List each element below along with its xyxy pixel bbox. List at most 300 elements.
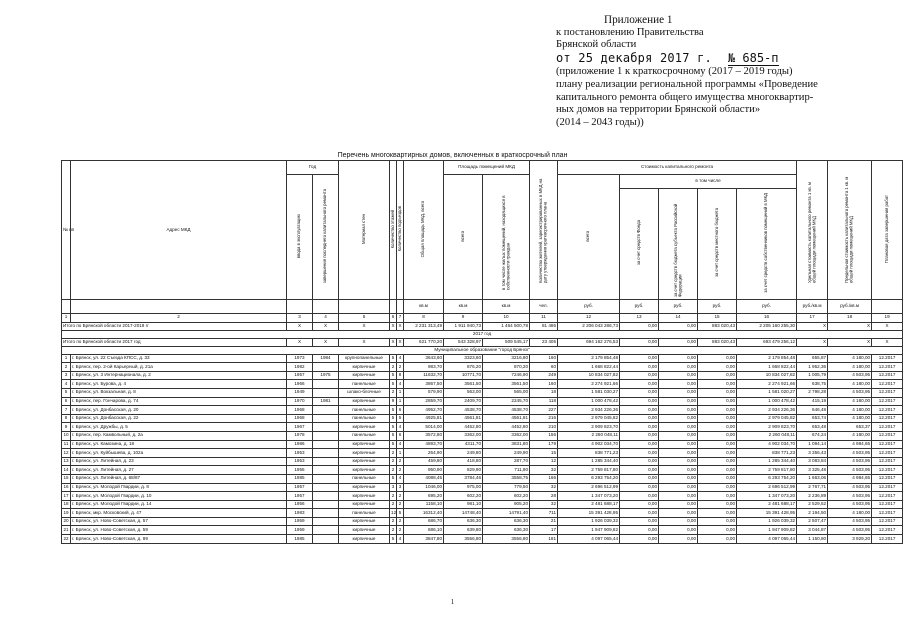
cell-address: г. Брянск, ул. Литейная, д. 23 [71, 457, 287, 466]
cell-entrances: 5 [397, 509, 404, 518]
unit-entrances [397, 299, 404, 313]
cell-total-area: 5014,00 [404, 423, 444, 432]
cell-premises-total: 975,00 [444, 483, 483, 492]
cell-entrances: 2 [397, 457, 404, 466]
cell-entrances: 4 [397, 380, 404, 389]
total-all-total-area: 2 231 313,49 [404, 322, 444, 330]
col-number-cost-local: 15 [698, 313, 737, 322]
cell-floors: 2 [390, 457, 397, 466]
cell-address: г. Брянск, ул. Литейная, д. 68/87 [71, 474, 287, 483]
cell-max-cost: 4 503,95 [828, 466, 872, 475]
unit-cost-total: руб. [558, 299, 620, 313]
col-residents-header: Количество жителей, зарегистрированных в МКД на дату утверждения краткосрочного плана [530, 161, 558, 300]
col-walls-header: Материал стен [339, 161, 390, 300]
cell-cost-total: 2 759 817,80 [558, 466, 620, 475]
cell-max-cost: 4 180,00 [828, 509, 872, 518]
cell-cost-owners: 2 696 512,99 [737, 483, 797, 492]
total-all-year-built: X [287, 322, 313, 330]
cell-premises-total: 14748,40 [444, 509, 483, 518]
total-all-max-cost: X [828, 322, 872, 330]
cell-cost-fund: 0,00 [620, 363, 659, 372]
cell-cost-total: 2 979 045,82 [558, 414, 620, 423]
cell-year-repair [313, 449, 339, 458]
cell-walls: панельные [339, 380, 390, 389]
cell-year-repair [313, 363, 339, 372]
table-row [62, 500, 903, 509]
column-numbers-row [62, 313, 903, 322]
cell-total-area: 3643,60 [404, 354, 444, 363]
cell-address: г. Брянск, ул. Камозина, д. 18 [71, 440, 287, 449]
cell-cost-owners: 2 759 817,80 [737, 466, 797, 475]
cell-residents: 711 [530, 509, 558, 518]
cell-year-built: 1966 [287, 380, 313, 389]
cell-walls: кирпичные [339, 457, 390, 466]
cell-address: г. Брянск, ул. Ново-Советская, д. 89 [71, 535, 287, 544]
cell-year-built: 1968 [287, 414, 313, 423]
cell-year-repair: 1984 [313, 354, 339, 363]
cell-num: 15 [62, 474, 71, 483]
table-row [62, 474, 903, 483]
unit-completion [872, 299, 903, 313]
cell-floors: 5 [390, 431, 397, 440]
cell-entrances: 1 [397, 388, 404, 397]
total-all-residents: 81 486 [530, 322, 558, 330]
total-2017-floors: X [390, 338, 397, 346]
page-number: 1 [450, 598, 455, 606]
col-premises-group-header: Площадь помещений МКД [444, 161, 530, 175]
cell-year-repair [313, 406, 339, 415]
total-2017-cost-local: 883 020,43 [698, 338, 737, 346]
cell-premises-total: 829,90 [444, 466, 483, 475]
cell-total-area: 4952,70 [404, 406, 444, 415]
cell-unit-cost: 653,74 [797, 414, 828, 423]
cell-premises-owned: 565,00 [483, 388, 530, 397]
cell-cost-local: 0,00 [698, 474, 737, 483]
cell-num: 3 [62, 371, 71, 380]
cell-cost-fund: 0,00 [620, 492, 659, 501]
cell-max-cost: 4 180,00 [828, 414, 872, 423]
col-premises-total-header: всего [444, 175, 483, 300]
cell-premises-total: 563,00 [444, 388, 483, 397]
col-number-max-cost: 18 [828, 313, 872, 322]
cell-num: 14 [62, 466, 71, 475]
cell-walls: кирпичные [339, 449, 390, 458]
cell-unit-cost: 674,24 [797, 431, 828, 440]
col-address-header: Адрес МКД [71, 161, 287, 300]
year-section-label: 2017 год [62, 330, 903, 338]
cell-walls: панельные [339, 414, 390, 423]
cell-cost-owners: 1 347 073,20 [737, 492, 797, 501]
cell-premises-total: 418,80 [444, 457, 483, 466]
col-number-cost-total: 12 [558, 313, 620, 322]
table-row [62, 431, 903, 440]
cell-unit-cost: 646,48 [797, 406, 828, 415]
cell-cost-local: 0,00 [698, 363, 737, 372]
cell-walls: кирпичные [339, 517, 390, 526]
col-number-residents: 11 [530, 313, 558, 322]
cell-cost-regional: 0,00 [659, 483, 698, 492]
cell-walls: кирпичные [339, 526, 390, 535]
cell-address: г. Брянск, пер. 2-ой Карьерный, д. 21а [71, 363, 287, 372]
cell-cost-owners: 1 947 909,82 [737, 526, 797, 535]
cell-entrances: 2 [397, 526, 404, 535]
col-cost-group-header: Стоимость капитального ремонта [558, 161, 797, 175]
cell-cost-fund: 0,00 [620, 500, 659, 509]
cell-floors: 5 [390, 440, 397, 449]
cell-year-built: 1985 [287, 474, 313, 483]
col-number-completion: 19 [872, 313, 903, 322]
total-all-cost-regional: 0,00 [659, 322, 698, 330]
col-cost-fund-header: за счет средств Фонда [620, 189, 659, 300]
cell-cost-regional: 0,00 [659, 397, 698, 406]
cell-floors: 2 [390, 466, 397, 475]
cell-floors: 2 [390, 500, 397, 509]
cell-premises-owned: 4561,81 [483, 414, 530, 423]
cell-premises-total: 3784,46 [444, 474, 483, 483]
cell-year-built: 1986 [287, 440, 313, 449]
col-number-year-repair: 4 [313, 313, 339, 322]
col-year-repair-header: завершения последнего капитального ремонта [313, 175, 339, 300]
cell-cost-total: 2 274 921,66 [558, 380, 620, 389]
cell-num: 6 [62, 397, 71, 406]
col-number-cost-regional: 14 [659, 313, 698, 322]
houses-table [61, 160, 903, 544]
cell-total-area: 459,80 [404, 457, 444, 466]
cell-max-cost: 4 503,95 [828, 526, 872, 535]
total-all-year-repair: X [313, 322, 339, 330]
cell-max-cost: 4 180,00 [828, 363, 872, 372]
cell-address: г. Брянск, ул. Ново-Советская, д. 57 [71, 517, 287, 526]
cell-address: г. Брянск, ул. Молодой Гвардии, д. 10 [71, 492, 287, 501]
unit-cost-local: руб. [698, 299, 737, 313]
cell-cost-local: 0,00 [698, 414, 737, 423]
unit-residents: чел. [530, 299, 558, 313]
cell-num: 10 [62, 431, 71, 440]
cell-cost-fund: 0,00 [620, 474, 659, 483]
cell-max-cost: 4 503,95 [828, 449, 872, 458]
cell-cost-regional: 0,00 [659, 457, 698, 466]
cell-year-built: 1959 [287, 526, 313, 535]
cell-total-area: 3847,80 [404, 535, 444, 544]
total-2017-cost-total: 694 162 276,53 [558, 338, 620, 346]
col-entrances-header: Количество подъездов [397, 161, 404, 300]
cell-total-area: 3572,80 [404, 431, 444, 440]
cell-max-cost: 4 180,00 [828, 431, 872, 440]
total-all-label: Итого по Брянской области 2017-2019 гг [62, 322, 287, 330]
cell-entrances: 4 [397, 535, 404, 544]
cell-address: г. Брянск, ул. Донбасская, д. 20 [71, 406, 287, 415]
cell-cost-fund: 0,00 [620, 440, 659, 449]
unit-num [62, 299, 71, 313]
cell-walls: панельные [339, 431, 390, 440]
cell-year-built: 1970 [287, 397, 313, 406]
cell-cost-fund: 0,00 [620, 388, 659, 397]
cell-year-built: 1956 [287, 500, 313, 509]
cell-cost-fund: 0,00 [620, 371, 659, 380]
cell-entrances: 5 [397, 414, 404, 423]
cell-cost-fund: 0,00 [620, 431, 659, 440]
cell-max-cost: 4 503,95 [828, 483, 872, 492]
cell-year-built: 1957 [287, 483, 313, 492]
cell-cost-owners: 1 926 039,32 [737, 517, 797, 526]
cell-total-area: 4925,81 [404, 414, 444, 423]
total-2017-residents: 23 405 [530, 338, 558, 346]
cell-year-built: 1953 [287, 449, 313, 458]
cell-premises-owned: 636,30 [483, 526, 530, 535]
col-completion-header: Плановая дата завершения работ [872, 161, 903, 300]
cell-premises-total: 602,20 [444, 492, 483, 501]
cell-walls: панельные [339, 406, 390, 415]
cell-cost-fund: 0,00 [620, 354, 659, 363]
total-all-walls: X [339, 322, 390, 330]
cell-premises-owned: 4538,70 [483, 406, 530, 415]
cell-year-repair [313, 492, 339, 501]
cell-residents: 32 [530, 466, 558, 475]
cell-total-area: 579,90 [404, 388, 444, 397]
cell-cost-owners: 10 834 027,82 [737, 371, 797, 380]
cell-max-cost: 4 503,95 [828, 517, 872, 526]
cell-cost-local: 0,00 [698, 449, 737, 458]
cell-unit-cost: 1 952,36 [797, 363, 828, 372]
decree-date: от 25 декабря 2017 г. [556, 50, 712, 65]
cell-floors: 2 [390, 526, 397, 535]
cell-floors: 2 [390, 449, 397, 458]
unit-floors [390, 299, 397, 313]
table-body [62, 322, 903, 543]
col-cost-owners-header: за счет средств собственников помещений в МКД [737, 189, 797, 300]
col-number-address: 2 [71, 313, 287, 322]
cell-premises-total: 3556,80 [444, 535, 483, 544]
cell-unit-cost: 1 663,06 [797, 474, 828, 483]
cell-cost-regional: 0,00 [659, 449, 698, 458]
cell-year-built: 1955 [287, 466, 313, 475]
cell-floors: 5 [390, 371, 397, 380]
unit-cost-owners: руб. [737, 299, 797, 313]
cell-cost-local: 0,00 [698, 509, 737, 518]
header-line-1: к постановлению Правительства [556, 26, 704, 38]
cell-completion: 12.2017 [872, 371, 903, 380]
cell-cost-regional: 0,00 [659, 431, 698, 440]
cell-premises-owned: 779,50 [483, 483, 530, 492]
cell-unit-cost: 2 767,71 [797, 483, 828, 492]
table-row [62, 457, 903, 466]
cell-cost-fund: 0,00 [620, 535, 659, 544]
cell-unit-cost: 3 083,84 [797, 457, 828, 466]
cell-num: 16 [62, 483, 71, 492]
cell-premises-owned: 14791,40 [483, 509, 530, 518]
unit-cost-fund: руб. [620, 299, 659, 313]
cell-cost-total: 4 097 065,44 [558, 535, 620, 544]
cell-cost-local: 0,00 [698, 526, 737, 535]
cell-unit-cost: 2 529,52 [797, 500, 828, 509]
cell-total-area: 1158,10 [404, 500, 444, 509]
cell-num: 5 [62, 388, 71, 397]
cell-entrances: 8 [397, 371, 404, 380]
col-number-floors: 6 [390, 313, 397, 322]
total-all-premises-owned: 1 464 500,78 [483, 322, 530, 330]
cell-year-built: 1982 [287, 363, 313, 372]
annex-line-1: (приложение 1 к краткосрочному (2017 – 2019 годы) [556, 66, 793, 78]
cell-unit-cost: 415,19 [797, 397, 828, 406]
cell-address: г. Брянск, ул. Литейная, д. 27 [71, 466, 287, 475]
cell-completion: 12.2017 [872, 509, 903, 518]
cell-premises-owned: 3558,75 [483, 474, 530, 483]
total-all-cost-owners: 2 205 160 255,30 [737, 322, 797, 330]
total-2017-unit-cost: X [797, 338, 828, 346]
cell-year-repair [313, 431, 339, 440]
cell-premises-total: 10771,70 [444, 371, 483, 380]
cell-year-built: 1953 [287, 457, 313, 466]
cell-cost-total: 4 902 034,70 [558, 440, 620, 449]
cell-cost-fund: 0,00 [620, 406, 659, 415]
cell-cost-total: 2 481 688,17 [558, 500, 620, 509]
cell-cost-owners: 4 097 065,44 [737, 535, 797, 544]
table-row [62, 388, 903, 397]
document-header [556, 14, 901, 129]
cell-cost-regional: 0,00 [659, 406, 698, 415]
table-row [62, 371, 903, 380]
cell-cost-owners: 838 771,23 [737, 449, 797, 458]
cell-walls: панельные [339, 474, 390, 483]
total-2017-cost-regional: 0,00 [659, 338, 698, 346]
cell-cost-total: 2 909 823,70 [558, 423, 620, 432]
cell-premises-owned: 602,20 [483, 492, 530, 501]
cell-address: г. Брянск, пер. Камвольный, д. 2а [71, 431, 287, 440]
header-line-2: Брянской области [556, 39, 637, 51]
cell-walls: кирпичные [339, 500, 390, 509]
cell-cost-fund: 0,00 [620, 483, 659, 492]
cell-num: 13 [62, 457, 71, 466]
cell-entrances: 4 [397, 440, 404, 449]
cell-entrances: 4 [397, 423, 404, 432]
cell-cost-total: 6 293 754,20 [558, 474, 620, 483]
col-number-total-area: 8 [404, 313, 444, 322]
cell-num: 11 [62, 440, 71, 449]
annex-title: Приложение 1 [604, 14, 673, 26]
cell-cost-regional: 0,00 [659, 371, 698, 380]
table-row [62, 414, 903, 423]
cell-residents: 156 [530, 431, 558, 440]
cell-total-area: 695,20 [404, 492, 444, 501]
cell-premises-owned: 3362,00 [483, 431, 530, 440]
cell-cost-total: 10 834 027,82 [558, 371, 620, 380]
cell-walls: шлако-блочные [339, 388, 390, 397]
cell-cost-regional: 0,00 [659, 388, 698, 397]
cell-completion: 12.2017 [872, 440, 903, 449]
total-2017-cost-owners: 693 479 256,12 [737, 338, 797, 346]
col-premises-owned-header: в том числе жилых помещений, находящихся в собственности граждан [483, 175, 530, 300]
cell-entrances: 1 [397, 397, 404, 406]
cell-cost-fund: 0,00 [620, 509, 659, 518]
cell-cost-owners: 1 668 822,44 [737, 363, 797, 372]
cell-year-built: 1985 [287, 535, 313, 544]
cell-cost-owners: 2 179 854,48 [737, 354, 797, 363]
col-year-built-header: ввода в эксплуатацию [287, 175, 313, 300]
cell-floors: 5 [390, 535, 397, 544]
cell-num: 19 [62, 509, 71, 518]
cell-completion: 12.2017 [872, 449, 903, 458]
cell-cost-total: 1 926 039,32 [558, 517, 620, 526]
cell-cost-fund: 0,00 [620, 380, 659, 389]
col-cost-incl-header: в том числе [620, 175, 797, 189]
cell-year-built: 1949 [287, 388, 313, 397]
cell-walls: кирпичные [339, 492, 390, 501]
cell-cost-total: 2 934 226,36 [558, 406, 620, 415]
cell-residents: 227 [530, 406, 558, 415]
col-number-num: 1 [62, 313, 71, 322]
cell-entrances: 2 [397, 466, 404, 475]
cell-completion: 12.2017 [872, 474, 903, 483]
cell-cost-owners: 2 979 045,82 [737, 414, 797, 423]
cell-unit-cost: 3 325,48 [797, 466, 828, 475]
cell-floors: 12 [390, 509, 397, 518]
total-2017-cost-fund: 0,00 [620, 338, 659, 346]
cell-cost-local: 0,00 [698, 466, 737, 475]
cell-year-repair [313, 517, 339, 526]
cell-walls: кирпичные [339, 397, 390, 406]
cell-total-area: 1046,00 [404, 483, 444, 492]
cell-completion: 12.2017 [872, 492, 903, 501]
annex-line-4: ных домов на территории Брянской области» [556, 104, 761, 116]
cell-cost-owners: 2 274 921,66 [737, 380, 797, 389]
cell-residents: 32 [530, 483, 558, 492]
cell-total-area: 4088,45 [404, 474, 444, 483]
cell-cost-regional: 0,00 [659, 414, 698, 423]
total-all-unit-cost: X [797, 322, 828, 330]
cell-cost-total: 838 771,23 [558, 449, 620, 458]
cell-cost-regional: 0,00 [659, 363, 698, 372]
cell-year-repair [313, 457, 339, 466]
cell-completion: 12.2017 [872, 466, 903, 475]
cell-residents: 166 [530, 474, 558, 483]
cell-cost-owners: 1 581 020,27 [737, 388, 797, 397]
cell-premises-owned: 905,20 [483, 500, 530, 509]
cell-address: г. Брянск, ул. Вокзальная, д. 8 [71, 388, 287, 397]
cell-cost-local: 0,00 [698, 423, 737, 432]
cell-residents: 179 [530, 440, 558, 449]
cell-cost-regional: 0,00 [659, 492, 698, 501]
cell-cost-local: 0,00 [698, 431, 737, 440]
cell-completion: 12.2017 [872, 397, 903, 406]
cell-total-area: 686,10 [404, 526, 444, 535]
cell-premises-owned: 2245,70 [483, 397, 530, 406]
cell-max-cost: 4 503,95 [828, 371, 872, 380]
col-max-cost-header: Предельная стоимость капитального ремонта 1 кв. м общей площади помещений МКД [828, 161, 872, 300]
cell-num: 18 [62, 500, 71, 509]
cell-cost-regional: 0,00 [659, 423, 698, 432]
cell-residents: 12 [530, 457, 558, 466]
cell-completion: 12.2017 [872, 526, 903, 535]
cell-cost-local: 0,00 [698, 354, 737, 363]
cell-premises-owned: 3561,50 [483, 380, 530, 389]
cell-residents: 249 [530, 371, 558, 380]
cell-entrances: 2 [397, 517, 404, 526]
cell-entrances: 2 [397, 500, 404, 509]
decree-date-line [556, 52, 901, 67]
annex-line-2: плану реализации региональной программы «Проведение [556, 78, 818, 90]
cell-cost-total: 1 347 073,20 [558, 492, 620, 501]
table-row [62, 423, 903, 432]
cell-year-repair [313, 380, 339, 389]
col-floors-header: Количество этажей [390, 161, 397, 300]
cell-entrances: 4 [397, 354, 404, 363]
cell-completion: 12.2017 [872, 388, 903, 397]
cell-completion: 12.2017 [872, 414, 903, 423]
table-row [62, 363, 903, 372]
cell-total-area: 11632,70 [404, 371, 444, 380]
cell-entrances: 4 [397, 474, 404, 483]
cell-year-built: 1957 [287, 371, 313, 380]
